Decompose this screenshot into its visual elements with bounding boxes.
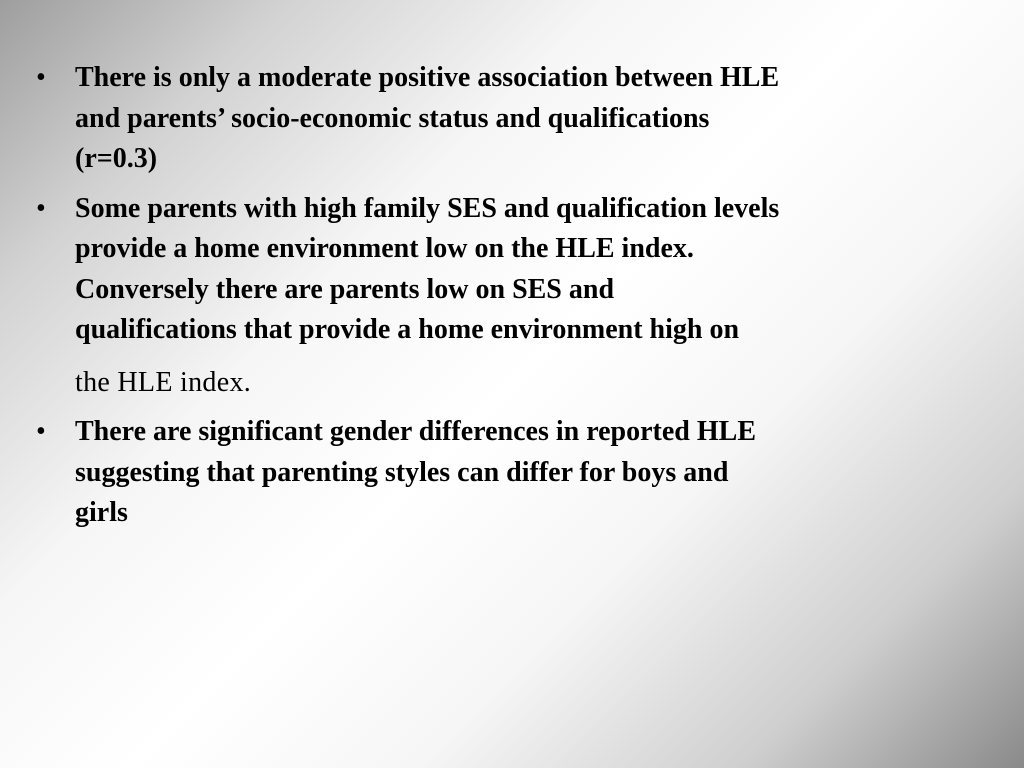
bullet-dot-icon: •	[36, 62, 46, 93]
bullet-text	[75, 412, 756, 534]
text-line-tail: the HLE index.	[75, 366, 252, 398]
bullet-dot-icon: •	[36, 192, 46, 224]
text-line: qualifications that provide a home environment high on	[75, 314, 740, 345]
bullet-item-gender-differences	[36, 412, 956, 534]
text-line: Conversely there are parents low on SES and	[75, 273, 615, 305]
text-line: There are significant gender differences in reported HLE	[75, 416, 757, 447]
text-line: There is only a moderate positive association between HLE	[75, 62, 780, 93]
bullet-item-ses-variation	[36, 189, 956, 404]
text-line: (r=0.3)	[75, 143, 158, 174]
bullet-dot-icon: •	[36, 416, 46, 447]
text-line: and parents’ socio-economic status and qualifications	[75, 102, 710, 134]
bullet-list	[36, 58, 956, 543]
bullet-item-hle-association	[36, 58, 956, 180]
text-line: provide a home environment low on the HLE index.	[75, 233, 694, 264]
text-line: Some parents with high family SES and qualification levels	[75, 192, 780, 224]
text-line: girls	[75, 497, 128, 528]
bullet-text	[75, 189, 779, 404]
text-line: suggesting that parenting styles can differ for boys and	[75, 456, 729, 488]
bullet-text	[75, 58, 779, 180]
